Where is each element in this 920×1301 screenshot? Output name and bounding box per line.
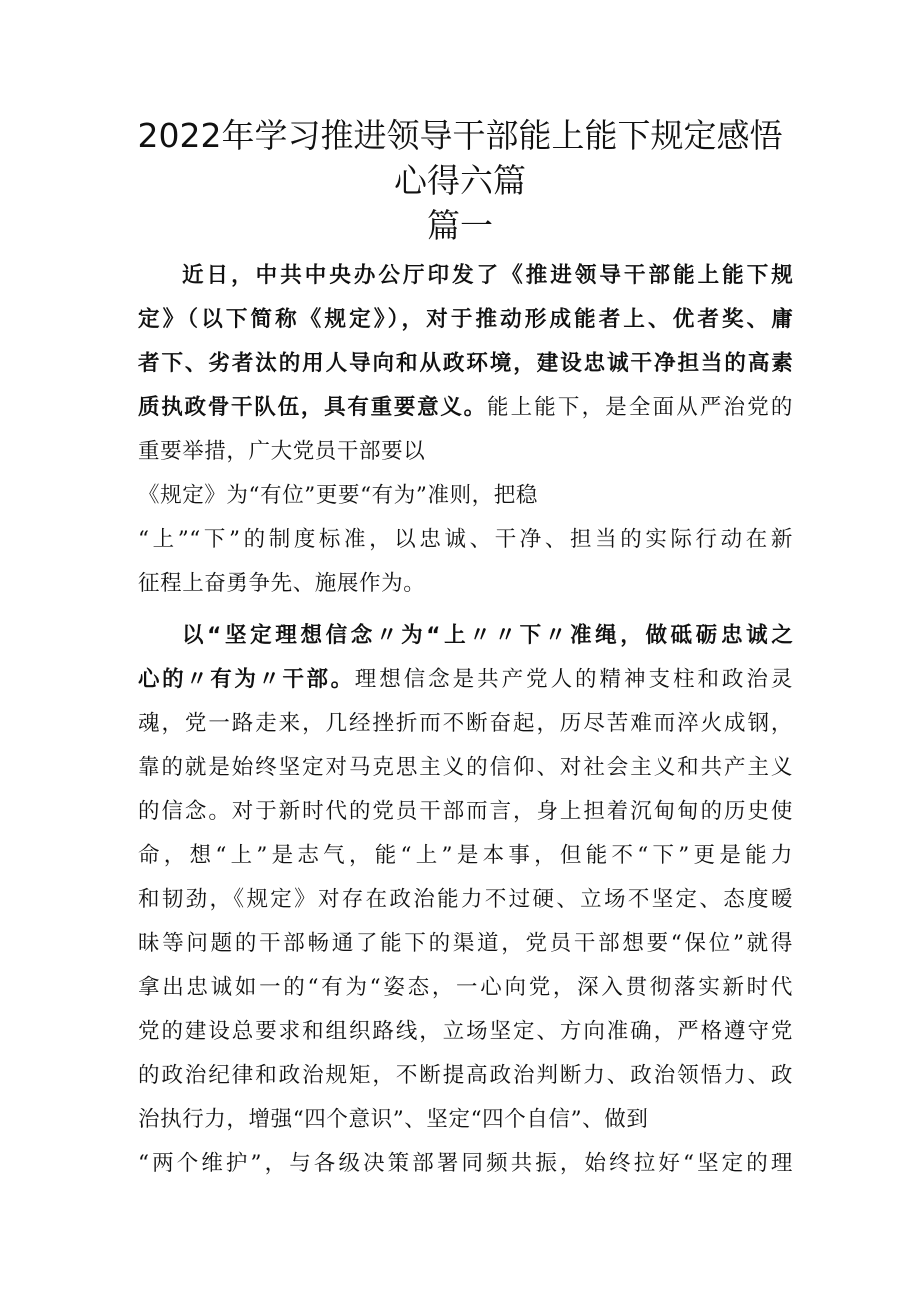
paragraph-2-line-12: 治执行力，增强“四个意识”、坚定“四个自信”、做到 — [138, 1107, 649, 1132]
paragraph-2-line-9: 拿出忠诚如一的“有为“姿态，一心向党，深入贯彻落实新时代 — [138, 975, 793, 1000]
paragraph-2-line-1: 以“坚定理想信念〃为“上〃〃下〃准绳，做砥砺忠诚之 — [182, 623, 793, 648]
paragraph-1-line-5: 重要举措，广大党员干部要以 — [138, 439, 426, 464]
paragraph-2-line-2 — [138, 658, 793, 701]
paragraph-2-line-5: 的信念。对于新时代的党员干部而言，身上担着沉甸甸的历史使 — [138, 799, 793, 824]
paragraph-2-line-6: 命，想“上”是志气，能“上”是本事，但能不“下”更是能力 — [138, 843, 793, 868]
paragraph-2-line-2-bold: 心的〃有为〃干部。 — [138, 667, 355, 692]
document-title-line-1: 2022年学习推进领导干部能上能下规定感悟 — [137, 116, 783, 155]
paragraph-2-line-10: 党的建设总要求和组织路线，立场坚定、方向准确，严格遵守党 — [138, 1019, 793, 1044]
paragraph-2-line-7: 和韧劲，《规定》对存在政治能力不过硬、立场不坚定、态度暧 — [138, 887, 793, 912]
paragraph-2-line-2-rest: 理想信念是共产党人的精神支柱和政治灵 — [354, 667, 793, 692]
paragraph-2-line-3: 魂，党一路走来，几经挫折而不断奋起，历尽苦难而淬火成钢， — [138, 711, 793, 736]
paragraph-1-line-7: “上”“下”的制度标准，以忠诚、干净、担当的实际行动在新 — [138, 527, 793, 552]
paragraph-1-line-4-bold: 质执政骨干队伍，具有重要意义。 — [138, 395, 487, 420]
paragraph-2-line-8: 昧等问题的干部畅通了能下的渠道，党员干部想要“保位”就得 — [138, 931, 793, 956]
paragraph-1-line-4-rest: 能上能下，是全面从严治党的 — [486, 395, 793, 420]
section-heading: 篇一 — [427, 206, 493, 245]
paragraph-1-line-2: 定》（以下简称《规定》），对于推动形成能者上、优者奖、庸 — [138, 307, 793, 332]
paragraph-2-line-11: 的政治纪律和政治规矩，不断提高政治判断力、政治领悟力、政 — [138, 1063, 793, 1088]
paragraph-1-line-8: 征程上奋勇争先、施展作为。 — [138, 571, 426, 596]
paragraph-1-line-6: 《规定》为“有位”更要“有为”准则，把稳 — [138, 483, 538, 508]
paragraph-2-line-13: “两个维护”，与各级决策部署同频共振，始终拉好“坚定的理 — [138, 1151, 793, 1176]
paragraph-2-line-4: 靠的就是始终坚定对马克思主义的信仰、对社会主义和共产主义 — [138, 755, 793, 780]
paragraph-1-line-1: 近日，中共中央办公厅印发了《推进领导干部能上能下规 — [182, 263, 793, 288]
paragraph-1-line-3: 者下、劣者汰的用人导向和从政环境，建设忠诚干净担当的高素 — [138, 351, 793, 376]
document-title-line-2: 心得六篇 — [394, 161, 526, 200]
paragraph-1-line-4 — [138, 386, 793, 429]
